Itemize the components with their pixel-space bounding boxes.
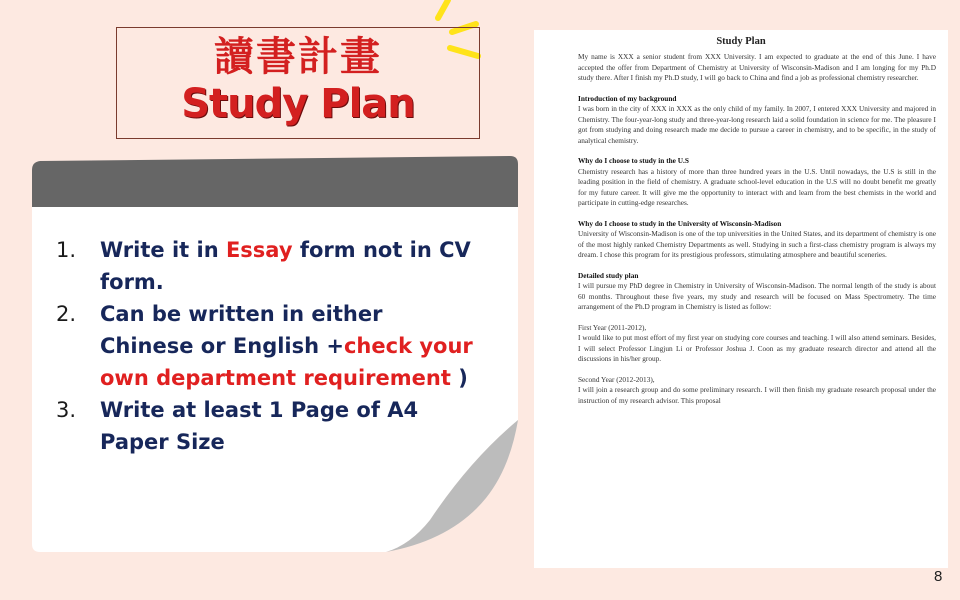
document-section (578, 271, 936, 313)
document-title: Study Plan (716, 36, 766, 47)
slide-page-number: 8 (934, 568, 943, 585)
section-body: I was born in the city of XXX in XXX as the only child of my family. In 2007, I entered XXX University and majored in Chemistry. The four-year-long study and three-year-long research laid a solid foundation in science for me. The pleasure I got from studying and doing research made me decide to pursue a career in chemistry, and to be specific, in the study of analytical chemistry. (578, 104, 936, 145)
document-section (578, 219, 936, 261)
list-item-length (56, 394, 476, 458)
document-section (578, 375, 936, 407)
section-body: Chemistry research has a history of more than three hundred years in the U.S. Until nowadays, the U.S is still in the leading position in the field of chemistry. A graduate school-level education in the U.S will no doubt benefit me greatly for my future career. It will give me the opportunity to interact with and learn from the best chemists in the world and participate in cutting-edge researches. (578, 166, 936, 207)
list-highlight: Essay (225, 238, 293, 262)
list-text: Write it in (100, 238, 226, 262)
section-body: I would like to put most effort of my first year on studying core courses and teaching. I will also attend seminars. Besides, I will select Professor Lingjun Li or Professor Joshua J. Coon as my graduate research director and attend all the discussions in his/her group. (578, 333, 936, 363)
section-heading: Introduction of my background (578, 93, 677, 103)
list-number: 2. (56, 302, 77, 326)
list-item-essay (56, 234, 476, 298)
list-number: 1. (56, 238, 77, 262)
list-highlight: check your own department requirement (100, 334, 473, 390)
list-text: Write at least 1 Page of A4 Paper Size (100, 398, 419, 454)
document-section (578, 156, 936, 209)
section-body: University of Wisconsin-Madison is one of the top universities in the United States, and its department of chemistry is one of the most highly ranked Chemistry Departments as well. Studying in such a first-class chemistry program is always my dream. I chose this program for its prestigious professors, stimulating atmosphere and beautiful sceneries. (578, 229, 936, 259)
section-body: I will join a research group and do some preliminary research. I will then finish my graduate research proposal under the instruction of my research advisor. This proposal (578, 385, 936, 405)
document-section (578, 323, 936, 365)
list-text: Can be written in either Chinese or English + (100, 302, 383, 358)
section-body: I will pursue my PhD degree in Chemistry in University of Wisconsin-Madison. The normal length of the study is about 60 months. Throughout these five years, my study and research will be focused on Mass Spectrometry. The time arrangement of the Ph.D program in Chemistry is listed as follow: (578, 281, 936, 311)
title-english: Study Plan (181, 81, 415, 127)
card-header-bar (32, 156, 518, 207)
document-section (578, 94, 936, 147)
year-heading: First Year (2011-2012), (578, 322, 647, 332)
section-heading: Why do I choose to study in the University of Wisconsin-Madison (578, 218, 782, 228)
title-chinese: 讀書計畫 (214, 34, 382, 80)
list-text: ) (450, 366, 468, 390)
list-item-language (56, 298, 476, 394)
section-heading: Why do I choose to study in the U.S (578, 156, 689, 165)
list-text: form not in CV form. (100, 238, 471, 294)
year-heading: Second Year (2012-2013), (578, 374, 655, 384)
instruction-list (56, 234, 476, 458)
sample-document (534, 30, 948, 568)
list-number: 3. (56, 398, 77, 422)
document-intro: My name is XXX a senior student from XXX University. I am expected to graduate at the end of this June. I have accepted the offer from Department of Chemistry at University of Wisconsin-Madison and I am longing for my Ph.D study there. After I finish my Ph.D study, I will go back to China and find a job as professional chemistry researcher. (578, 52, 936, 82)
section-heading: Detailed study plan (578, 270, 639, 280)
